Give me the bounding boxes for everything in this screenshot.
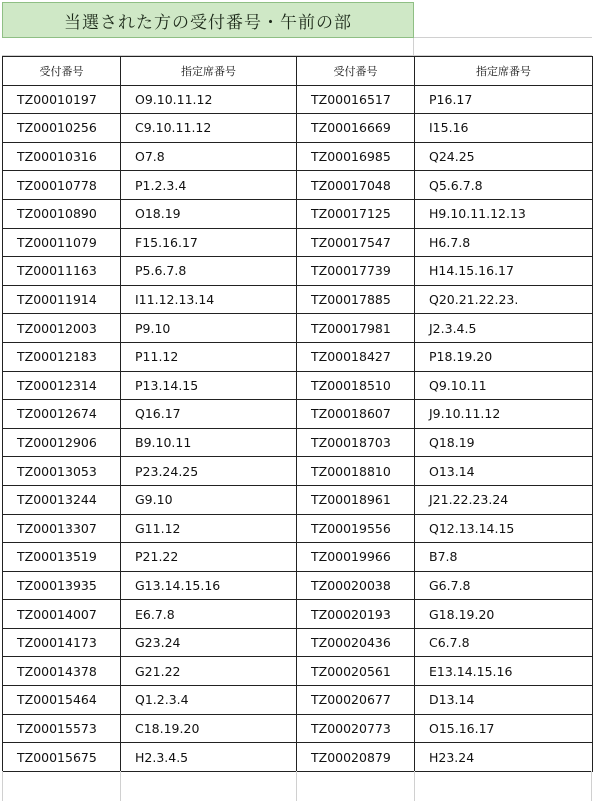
seat-number-cell[interactable]: O13.14: [415, 457, 593, 486]
table-row: [3, 342, 593, 371]
reception-number-cell[interactable]: TZ00011079: [3, 228, 121, 257]
seat-number-cell[interactable]: C18.19.20: [121, 714, 297, 743]
seat-number-cell[interactable]: J21.22.23.24: [415, 485, 593, 514]
table-row: [3, 543, 593, 572]
table-row: [3, 199, 593, 228]
table-row: [3, 314, 593, 343]
reception-number-cell[interactable]: TZ00013519: [3, 543, 121, 572]
seat-number-cell[interactable]: E6.7.8: [121, 600, 297, 629]
empty-cell[interactable]: [414, 38, 592, 55]
reception-number-cell[interactable]: TZ00013307: [3, 514, 121, 543]
empty-cell[interactable]: [414, 2, 592, 38]
seat-number-cell[interactable]: O7.8: [121, 142, 297, 171]
seat-number-cell[interactable]: B7.8: [415, 543, 593, 572]
header-seat-right[interactable]: 指定席番号: [415, 57, 593, 86]
table-row: [3, 114, 593, 143]
reception-number-cell[interactable]: TZ00016985: [297, 142, 415, 171]
header-reception-left[interactable]: 受付番号: [3, 57, 121, 86]
table-row: [3, 228, 593, 257]
seat-number-cell[interactable]: Q16.17: [121, 400, 297, 429]
empty-cell[interactable]: [2, 38, 414, 55]
seat-number-cell[interactable]: P9.10: [121, 314, 297, 343]
reception-number-cell[interactable]: TZ00013935: [3, 571, 121, 600]
seat-number-cell[interactable]: F15.16.17: [121, 228, 297, 257]
blank-row: [2, 771, 592, 801]
reception-number-cell[interactable]: TZ00011914: [3, 285, 121, 314]
table-row: [3, 686, 593, 715]
reception-number-cell[interactable]: TZ00012314: [3, 371, 121, 400]
reception-number-cell[interactable]: TZ00013244: [3, 485, 121, 514]
empty-cell[interactable]: [121, 771, 297, 801]
seat-number-cell[interactable]: Q20.21.22.23.: [415, 285, 593, 314]
reception-number-cell[interactable]: TZ00014007: [3, 600, 121, 629]
seat-number-cell[interactable]: P23.24.25: [121, 457, 297, 486]
seat-number-cell[interactable]: E13.14.15.16: [415, 657, 593, 686]
table-row: [3, 142, 593, 171]
table-row: [3, 514, 593, 543]
reception-number-cell[interactable]: TZ00017739: [297, 257, 415, 286]
seat-number-cell[interactable]: Q1.2.3.4: [121, 686, 297, 715]
reception-number-cell[interactable]: TZ00020436: [297, 628, 415, 657]
reception-number-cell[interactable]: TZ00010256: [3, 114, 121, 143]
table-row: [3, 600, 593, 629]
reception-number-cell[interactable]: TZ00018810: [297, 457, 415, 486]
reception-number-cell[interactable]: TZ00018427: [297, 342, 415, 371]
reception-number-cell[interactable]: TZ00020038: [297, 571, 415, 600]
reception-number-cell[interactable]: TZ00020773: [297, 714, 415, 743]
seat-number-cell[interactable]: G11.12: [121, 514, 297, 543]
seat-number-cell[interactable]: P18.19.20: [415, 342, 593, 371]
seat-number-cell[interactable]: C9.10.11.12: [121, 114, 297, 143]
table-row: [3, 285, 593, 314]
seat-number-cell[interactable]: J2.3.4.5: [415, 314, 593, 343]
seat-number-cell[interactable]: C6.7.8: [415, 628, 593, 657]
reception-number-cell[interactable]: TZ00017048: [297, 171, 415, 200]
table-row: [3, 85, 593, 114]
seat-number-cell[interactable]: Q18.19: [415, 428, 593, 457]
empty-cell[interactable]: [415, 771, 592, 801]
reception-number-cell[interactable]: TZ00017885: [297, 285, 415, 314]
reception-number-cell[interactable]: TZ00017981: [297, 314, 415, 343]
reception-number-cell[interactable]: TZ00012906: [3, 428, 121, 457]
reception-number-cell[interactable]: TZ00010778: [3, 171, 121, 200]
reception-number-cell[interactable]: TZ00010316: [3, 142, 121, 171]
seat-number-cell[interactable]: Q9.10.11: [415, 371, 593, 400]
reception-number-cell[interactable]: TZ00017125: [297, 199, 415, 228]
seat-number-cell[interactable]: D13.14: [415, 686, 593, 715]
seat-number-cell[interactable]: P5.6.7.8: [121, 257, 297, 286]
seat-number-cell[interactable]: J9.10.11.12: [415, 400, 593, 429]
seat-number-cell[interactable]: P13.14.15: [121, 371, 297, 400]
reception-number-cell[interactable]: TZ00015675: [3, 743, 121, 772]
empty-cell[interactable]: [3, 771, 121, 801]
reception-number-cell[interactable]: TZ00012183: [3, 342, 121, 371]
table-row: [3, 428, 593, 457]
table-row: [3, 400, 593, 429]
seat-number-cell[interactable]: G6.7.8: [415, 571, 593, 600]
reception-number-cell[interactable]: TZ00017547: [297, 228, 415, 257]
seat-number-cell[interactable]: H2.3.4.5: [121, 743, 297, 772]
table-row: [3, 257, 593, 286]
seat-number-cell[interactable]: P11.12: [121, 342, 297, 371]
reception-number-cell[interactable]: TZ00018961: [297, 485, 415, 514]
reception-number-cell[interactable]: TZ00015573: [3, 714, 121, 743]
header-seat-left[interactable]: 指定席番号: [121, 57, 297, 86]
reception-number-cell[interactable]: TZ00014173: [3, 628, 121, 657]
table-row: [3, 485, 593, 514]
seat-number-cell[interactable]: H9.10.11.12.13: [415, 199, 593, 228]
winners-table: [2, 56, 593, 772]
reception-number-cell[interactable]: TZ00020677: [297, 686, 415, 715]
header-row: [3, 57, 593, 86]
reception-number-cell[interactable]: TZ00010197: [3, 85, 121, 114]
seat-number-cell[interactable]: Q12.13.14.15: [415, 514, 593, 543]
seat-number-cell[interactable]: B9.10.11: [121, 428, 297, 457]
reception-number-cell[interactable]: TZ00015464: [3, 686, 121, 715]
table-row: [3, 714, 593, 743]
seat-number-cell[interactable]: O9.10.11.12: [121, 85, 297, 114]
seat-number-cell[interactable]: P16.17: [415, 85, 593, 114]
seat-number-cell[interactable]: O15.16.17: [415, 714, 593, 743]
empty-cell[interactable]: [297, 771, 415, 801]
reception-number-cell[interactable]: TZ00019556: [297, 514, 415, 543]
seat-number-cell[interactable]: P1.2.3.4: [121, 171, 297, 200]
seat-number-cell[interactable]: G13.14.15.16: [121, 571, 297, 600]
blank-row: [2, 38, 592, 56]
table-row: [3, 743, 593, 772]
header-reception-right[interactable]: 受付番号: [297, 57, 415, 86]
reception-number-cell[interactable]: TZ00014378: [3, 657, 121, 686]
table-row: [3, 457, 593, 486]
seat-number-cell[interactable]: G18.19.20: [415, 600, 593, 629]
reception-number-cell[interactable]: TZ00020879: [297, 743, 415, 772]
reception-number-cell[interactable]: TZ00020193: [297, 600, 415, 629]
table-row: [3, 628, 593, 657]
seat-number-cell[interactable]: I11.12.13.14: [121, 285, 297, 314]
reception-number-cell[interactable]: TZ00018703: [297, 428, 415, 457]
reception-number-cell[interactable]: TZ00018607: [297, 400, 415, 429]
table-body: [3, 85, 593, 771]
reception-number-cell[interactable]: TZ00012674: [3, 400, 121, 429]
reception-number-cell[interactable]: TZ00016517: [297, 85, 415, 114]
reception-number-cell[interactable]: TZ00011163: [3, 257, 121, 286]
table-row: [3, 657, 593, 686]
seat-number-cell[interactable]: H14.15.16.17: [415, 257, 593, 286]
seat-number-cell[interactable]: G9.10: [121, 485, 297, 514]
reception-number-cell[interactable]: TZ00020561: [297, 657, 415, 686]
table-row: [3, 171, 593, 200]
seat-number-cell[interactable]: Q24.25: [415, 142, 593, 171]
reception-number-cell[interactable]: TZ00019966: [297, 543, 415, 572]
seat-number-cell[interactable]: H6.7.8: [415, 228, 593, 257]
seat-number-cell[interactable]: G23.24: [121, 628, 297, 657]
seat-number-cell[interactable]: I15.16: [415, 114, 593, 143]
reception-number-cell[interactable]: TZ00016669: [297, 114, 415, 143]
reception-number-cell[interactable]: TZ00010890: [3, 199, 121, 228]
reception-number-cell[interactable]: TZ00013053: [3, 457, 121, 486]
seat-number-cell[interactable]: G21.22: [121, 657, 297, 686]
seat-number-cell[interactable]: Q5.6.7.8: [415, 171, 593, 200]
reception-number-cell[interactable]: TZ00012003: [3, 314, 121, 343]
table-row: [3, 371, 593, 400]
table-row: [3, 571, 593, 600]
seat-number-cell[interactable]: H23.24: [415, 743, 593, 772]
seat-number-cell[interactable]: O18.19: [121, 199, 297, 228]
sheet-title[interactable]: 当選された方の受付番号・午前の部: [2, 2, 414, 38]
reception-number-cell[interactable]: TZ00018510: [297, 371, 415, 400]
seat-number-cell[interactable]: P21.22: [121, 543, 297, 572]
